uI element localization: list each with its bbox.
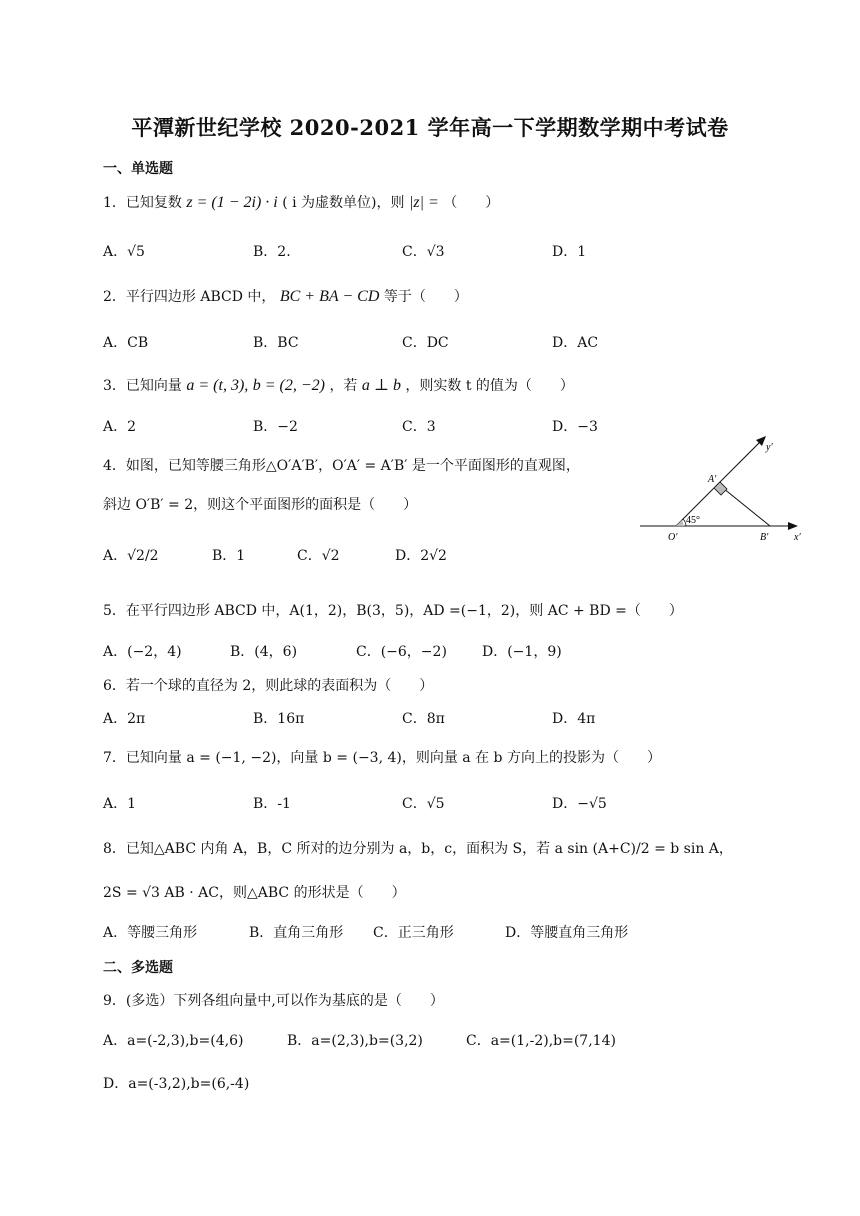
q2-suffix: 等于（ ）: [383, 289, 468, 305]
q3-suffix: ，则实数 t 的值为（ ）: [405, 378, 574, 394]
question-3: [103, 375, 574, 395]
question-7: 7．已知向量 a = (−1, −2)，向量 b = (−3, 4)，则向量 a 在 b 方向上的投影为（ ）: [103, 750, 661, 766]
question-4-line-1: 4．如图，已知等腰三角形△O′A′B′，O′A′ = A′B′ 是一个平面图形的直观图，: [103, 458, 580, 474]
question-2: [103, 286, 468, 306]
q7-option-a[interactable]: A．1: [103, 796, 137, 812]
q5-option-d[interactable]: D．(−1，9): [482, 644, 562, 660]
question-8-line-1: 8．已知△ABC 内角 A，B，C 所对的边分别为 a，b，c，面积为 S，若 a sin (A+C)/2 = b sin A，: [103, 841, 733, 857]
q1-option-b[interactable]: B．2.: [253, 244, 291, 260]
q3-vector-b: b = (2, −2): [252, 377, 325, 394]
q3-perpendicular: a ⊥ b: [361, 377, 401, 394]
q1-option-c[interactable]: C．√3: [402, 244, 445, 260]
q5-option-c[interactable]: C．(−6，−2): [356, 644, 447, 660]
q2-expression: BC + BA − CD: [279, 288, 380, 305]
q4-option-d[interactable]: D．2√2: [395, 548, 447, 564]
question-6: 6．若一个球的直径为 2，则此球的表面积为（ ）: [103, 678, 434, 694]
q2-option-c[interactable]: C．DC: [402, 335, 449, 351]
question-8-line-2: 2S = √3 AB · AC，则△ABC 的形状是（ ）: [103, 885, 406, 901]
q1-abs: |z| =: [408, 194, 439, 211]
q3-option-d[interactable]: D．−3: [552, 419, 598, 435]
q5-option-b[interactable]: B．(4，6): [230, 644, 298, 660]
q5-option-a[interactable]: A．(−2，4): [103, 644, 182, 660]
q2-prefix: 2．平行四边形 ABCD 中，: [103, 289, 276, 305]
section-multi-choice: 二、多选题: [103, 960, 173, 976]
q4-option-b[interactable]: B．1: [212, 548, 246, 564]
q8-option-c[interactable]: C．正三角形: [373, 925, 454, 941]
q9-option-d[interactable]: D．a=(-3,2),b=(6,-4): [103, 1076, 250, 1092]
q9-option-a[interactable]: A．a=(-2,3),b=(4,6): [103, 1033, 244, 1049]
question-1: [103, 192, 499, 212]
q7-option-d[interactable]: D．−√5: [552, 796, 607, 812]
section-single-choice: 一、单选题: [103, 161, 173, 177]
label-y: y′: [766, 442, 773, 453]
question-4-line-2: 斜边 O′B′ = 2，则这个平面图形的面积是（ ）: [103, 497, 418, 513]
label-b: B′: [760, 532, 769, 543]
q3-vector-a: a = (t, 3),: [186, 377, 249, 394]
q4-option-a[interactable]: A．√2/2: [103, 548, 159, 564]
q1-note: ( i 为虚数单位)，则: [282, 195, 405, 211]
angle-shade: [676, 520, 684, 526]
q3-option-c[interactable]: C．3: [402, 419, 436, 435]
q2-option-a[interactable]: A．CB: [103, 335, 149, 351]
q7-option-c[interactable]: C．√5: [402, 796, 445, 812]
q1-prefix: 1．已知复数: [103, 195, 182, 211]
q8-option-d[interactable]: D．等腰直角三角形: [505, 925, 629, 941]
q6-option-b[interactable]: B．16π: [253, 711, 305, 727]
label-angle: 45°: [686, 515, 700, 526]
q1-option-a[interactable]: A．√5: [103, 244, 145, 260]
q6-option-d[interactable]: D．4π: [552, 711, 596, 727]
q2-option-b[interactable]: B．BC: [253, 335, 299, 351]
question-9: 9．(多选）下列各组向量中,可以作为基底的是（ ）: [103, 993, 444, 1009]
q8-option-b[interactable]: B．直角三角形: [249, 925, 344, 941]
q1-option-d[interactable]: D．1: [552, 244, 587, 260]
q1-blank: （ ）: [443, 195, 500, 211]
label-x: x′: [794, 532, 801, 543]
q3-option-a[interactable]: A．2: [103, 419, 137, 435]
q1-expression: z = (1 − 2i) · i: [186, 194, 278, 211]
q4-figure: [638, 430, 810, 550]
q9-option-b[interactable]: B．a=(2,3),b=(3,2): [287, 1033, 423, 1049]
q9-option-c[interactable]: C．a=(1,-2),b=(7,14): [466, 1033, 616, 1049]
question-5: 5．在平行四边形 ABCD 中，A(1，2)，B(3，5)，AD =(−1，2)，则 AC + BD =（ ）: [103, 603, 683, 619]
q3-mid: ，若: [329, 378, 358, 394]
x-axis-arrow: [788, 522, 798, 530]
q8-option-a[interactable]: A．等腰三角形: [103, 925, 198, 941]
q6-option-c[interactable]: C．8π: [402, 711, 445, 727]
page-title: 平潭新世纪学校 2020-2021 学年高一下学期数学期中考试卷: [131, 115, 729, 140]
label-a: A′: [708, 474, 717, 485]
q7-option-b[interactable]: B．-1: [253, 796, 291, 812]
q6-option-a[interactable]: A．2π: [103, 711, 146, 727]
q3-prefix: 3．已知向量: [103, 378, 182, 394]
label-o: O′: [668, 532, 678, 543]
q3-option-b[interactable]: B．−2: [253, 419, 298, 435]
q4-option-c[interactable]: C．√2: [297, 548, 340, 564]
q2-option-d[interactable]: D．AC: [552, 335, 599, 351]
